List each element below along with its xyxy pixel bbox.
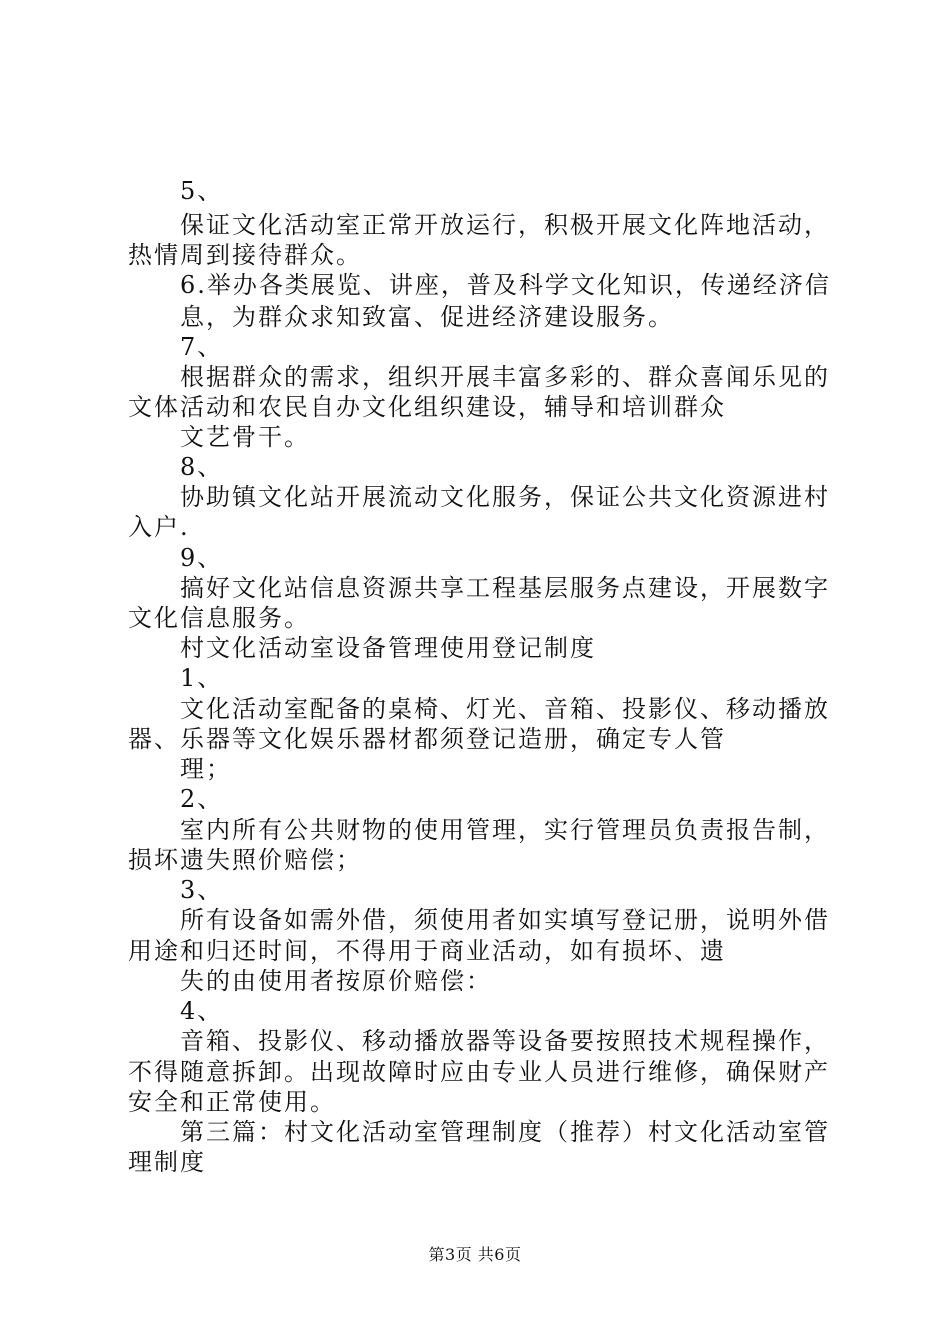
text-line: 损坏遗失照价赔偿；: [128, 846, 362, 874]
text-line: 保证文化活动室正常开放运行，积极开展文化阵地活动，: [180, 211, 830, 239]
page-number-label: 第3页 共6页: [428, 1245, 522, 1264]
text-line: 用途和归还时间，不得用于商业活动，如有损坏、遗: [128, 937, 726, 965]
text-line: 室内所有公共财物的使用管理，实行管理员负责报告制，: [180, 816, 830, 844]
text-line: 9、: [180, 544, 224, 572]
text-line: 协助镇文化站开展流动文化服务，保证公共文化资源进村: [180, 483, 830, 511]
text-line: 音箱、投影仪、移动播放器等设备要按照技术规程操作，: [180, 1027, 830, 1055]
text-line: 搞好文化站信息资源共享工程基层服务点建设，开展数字: [180, 574, 830, 602]
text-line: 4、: [180, 997, 224, 1025]
text-line: 失的由使用者按原价赔偿：: [180, 967, 492, 995]
text-line: 息，为群众求知致富、促进经济建设服务。: [180, 303, 674, 331]
text-line: 根据群众的需求，组织开展丰富多彩的、群众喜闻乐见的: [180, 363, 830, 391]
text-line: 2、: [180, 785, 224, 813]
text-line: 文体活动和农民自办文化组织建设，辅导和培训群众: [128, 393, 726, 421]
text-line: 文化信息服务。: [128, 604, 310, 632]
text-line: 入户.: [128, 513, 190, 541]
text-line: 所有设备如需外借，须使用者如实填写登记册，说明外借: [180, 906, 830, 934]
text-line: 器、乐器等文化娱乐器材都须登记造册，确定专人管: [128, 725, 726, 753]
text-line: 5、: [180, 177, 224, 205]
page-footer: [0, 1245, 950, 1265]
text-line: 6.举办各类展览、讲座，普及科学文化知识，传递经济信: [180, 271, 831, 299]
text-line: 8、: [180, 453, 224, 481]
text-line: 文艺骨干。: [180, 423, 310, 451]
text-line: 热情周到接待群众。: [128, 241, 362, 269]
text-line: 1、: [180, 664, 224, 692]
text-line: 理；: [180, 755, 232, 783]
text-line: 安全和正常使用。: [128, 1088, 336, 1116]
text-line: 文化活动室配备的桌椅、灯光、音箱、投影仪、移动播放: [180, 695, 830, 723]
text-line: 3、: [180, 876, 224, 904]
text-line: 理制度: [128, 1148, 206, 1176]
text-line: 村文化活动室设备管理使用登记制度: [180, 634, 596, 662]
text-line: 7、: [180, 333, 224, 361]
text-line: 不得随意拆卸。出现故障时应由专业人员进行维修，确保财产: [128, 1058, 830, 1086]
text-line: 第三篇：村文化活动室管理制度（推荐）村文化活动室管: [180, 1118, 830, 1146]
